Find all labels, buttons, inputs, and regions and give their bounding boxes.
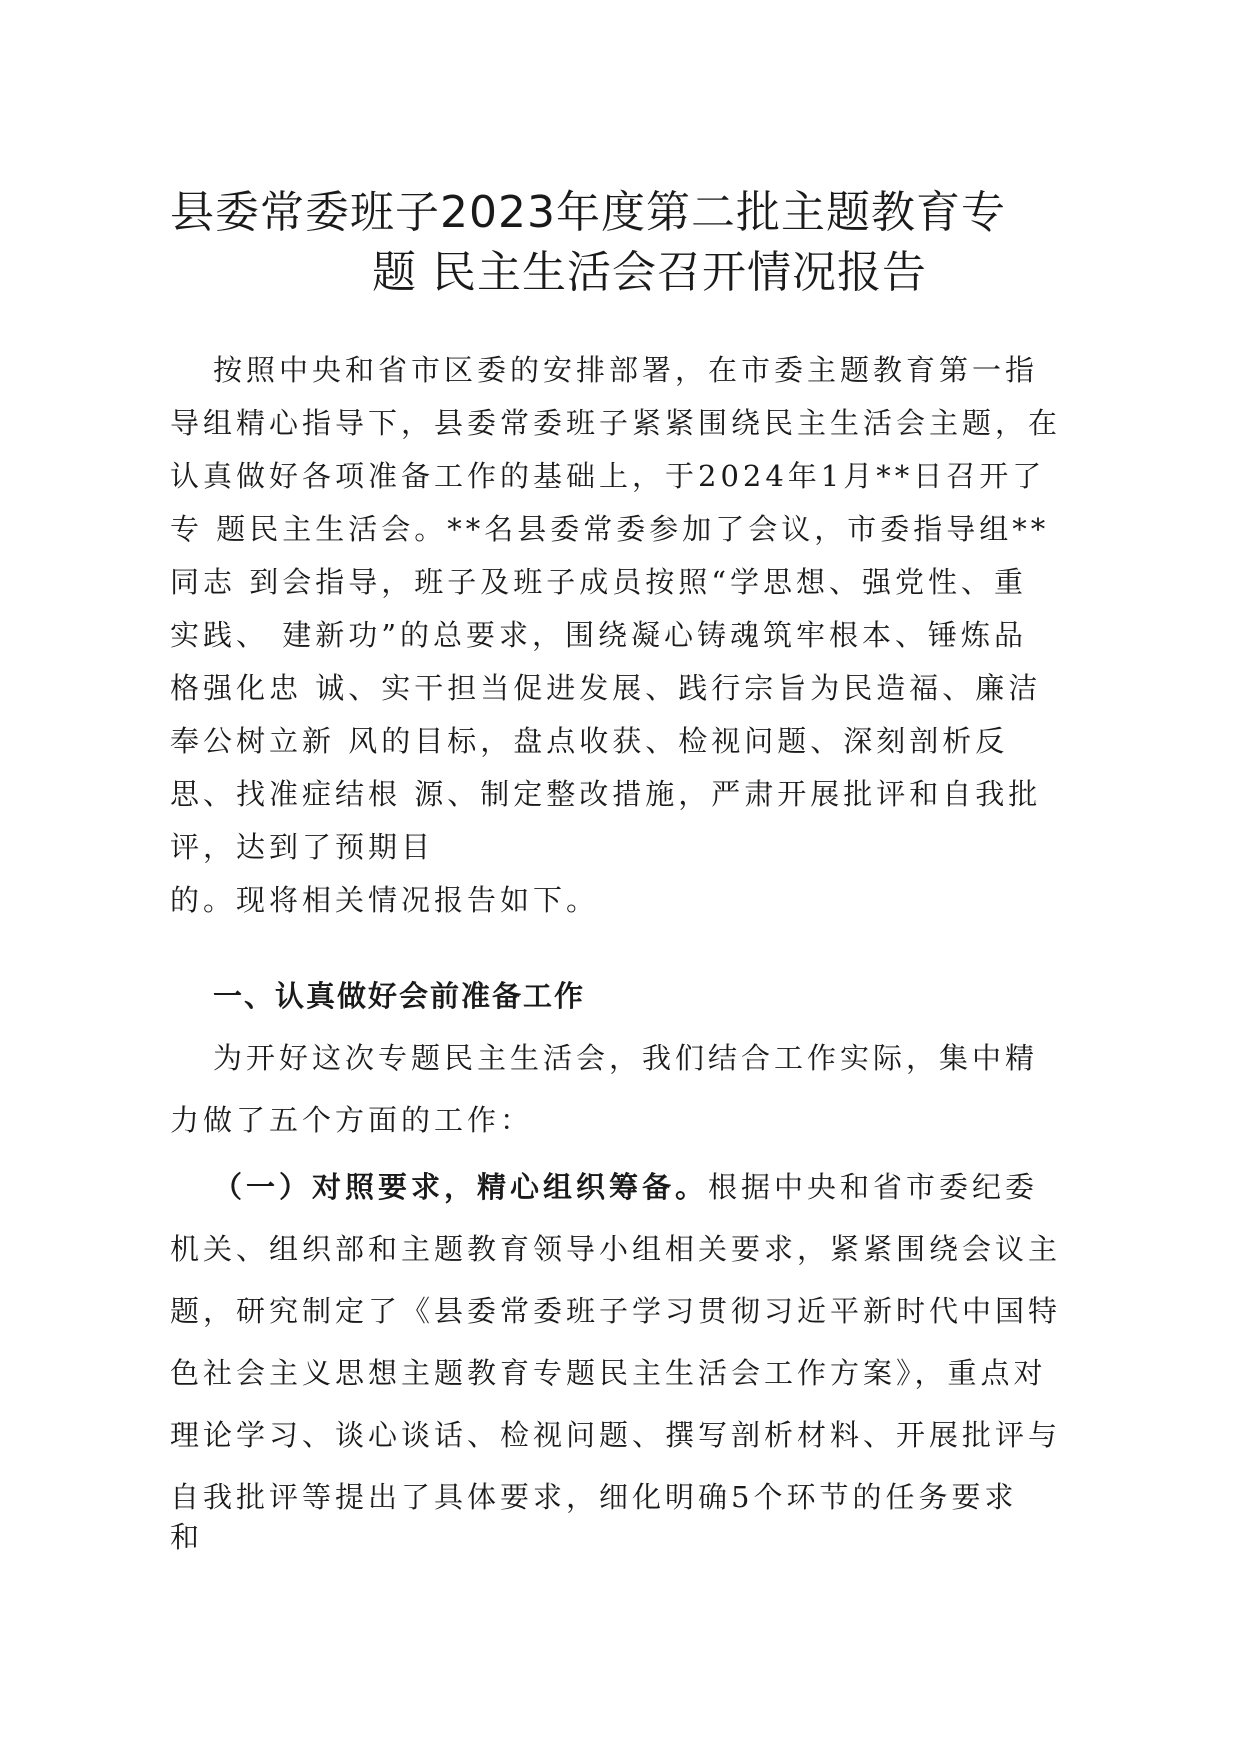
document-title-line-1: 县委常委班子2023年度第二批主题教育专 bbox=[170, 187, 1006, 238]
subsection-1-line-5: 理论学习、谈心谈话、检视问题、撰写剖析材料、开展批评与 bbox=[170, 1418, 1062, 1452]
subsection-1-line-6: 自我批评等提出了具体要求，细化明确5个环节的任务要求 bbox=[170, 1480, 1018, 1514]
intro-line-6: 实践、 建新功”的总要求，围绕凝心铸魂筑牢根本、锤炼品 bbox=[170, 618, 1028, 652]
intro-line-8: 奉公树立新 风的目标，盘点收获、检视问题、深刻剖析反 bbox=[170, 724, 1009, 758]
intro-line-7: 格强化忠 诚、实干担当促进发展、践行宗旨为民造福、廉洁 bbox=[170, 671, 1042, 705]
subsection-1-first-text: 根据中央和省市委纪委 bbox=[708, 1170, 1039, 1204]
subsection-1-line-3: 题，研究制定了《县委常委班子学习贯彻习近平新时代中国特 bbox=[170, 1294, 1062, 1328]
document-title-line-2: 题 民主生活会召开情况报告 bbox=[372, 247, 927, 298]
intro-line-2: 导组精心指导下，县委常委班子紧紧围绕民主生活会主题，在 bbox=[170, 406, 1062, 440]
intro-line-10: 评，达到了预期目 bbox=[170, 830, 435, 864]
intro-line-5: 同志 到会指导，班子及班子成员按照“学思想、强党性、重 bbox=[170, 565, 1028, 599]
section-1-line-1: 为开好这次专题民主生活会，我们结合工作实际，集中精 bbox=[213, 1041, 1039, 1075]
intro-line-3: 认真做好各项准备工作的基础上，于2024年1月**日召开了 bbox=[170, 459, 1046, 493]
intro-line-1: 按照中央和省市区委的安排部署，在市委主题教育第一指 bbox=[213, 353, 1039, 387]
subsection-1-heading: （一）对照要求，精心组织筹备。 bbox=[213, 1170, 709, 1204]
subsection-1-line-4: 色社会主义思想主题教育专题民主生活会工作方案》，重点对 bbox=[170, 1356, 1047, 1390]
section-1-line-2: 力做了五个方面的工作： bbox=[170, 1103, 534, 1137]
subsection-1-line-1 bbox=[213, 1167, 1038, 1207]
section-1-heading: 一、认真做好会前准备工作 bbox=[213, 979, 586, 1013]
intro-line-4: 专 题民主生活会。**名县委常委参加了会议，市委指导组** bbox=[170, 512, 1050, 546]
subsection-1-line-2: 机关、组织部和主题教育领导小组相关要求，紧紧围绕会议主 bbox=[170, 1232, 1062, 1266]
subsection-1-line-7: 和 bbox=[170, 1520, 204, 1554]
intro-line-11: 的。现将相关情况报告如下。 bbox=[170, 883, 600, 917]
intro-line-9: 思、找准症结根 源、制定整改措施，严肃开展批评和自我批 bbox=[170, 777, 1042, 811]
